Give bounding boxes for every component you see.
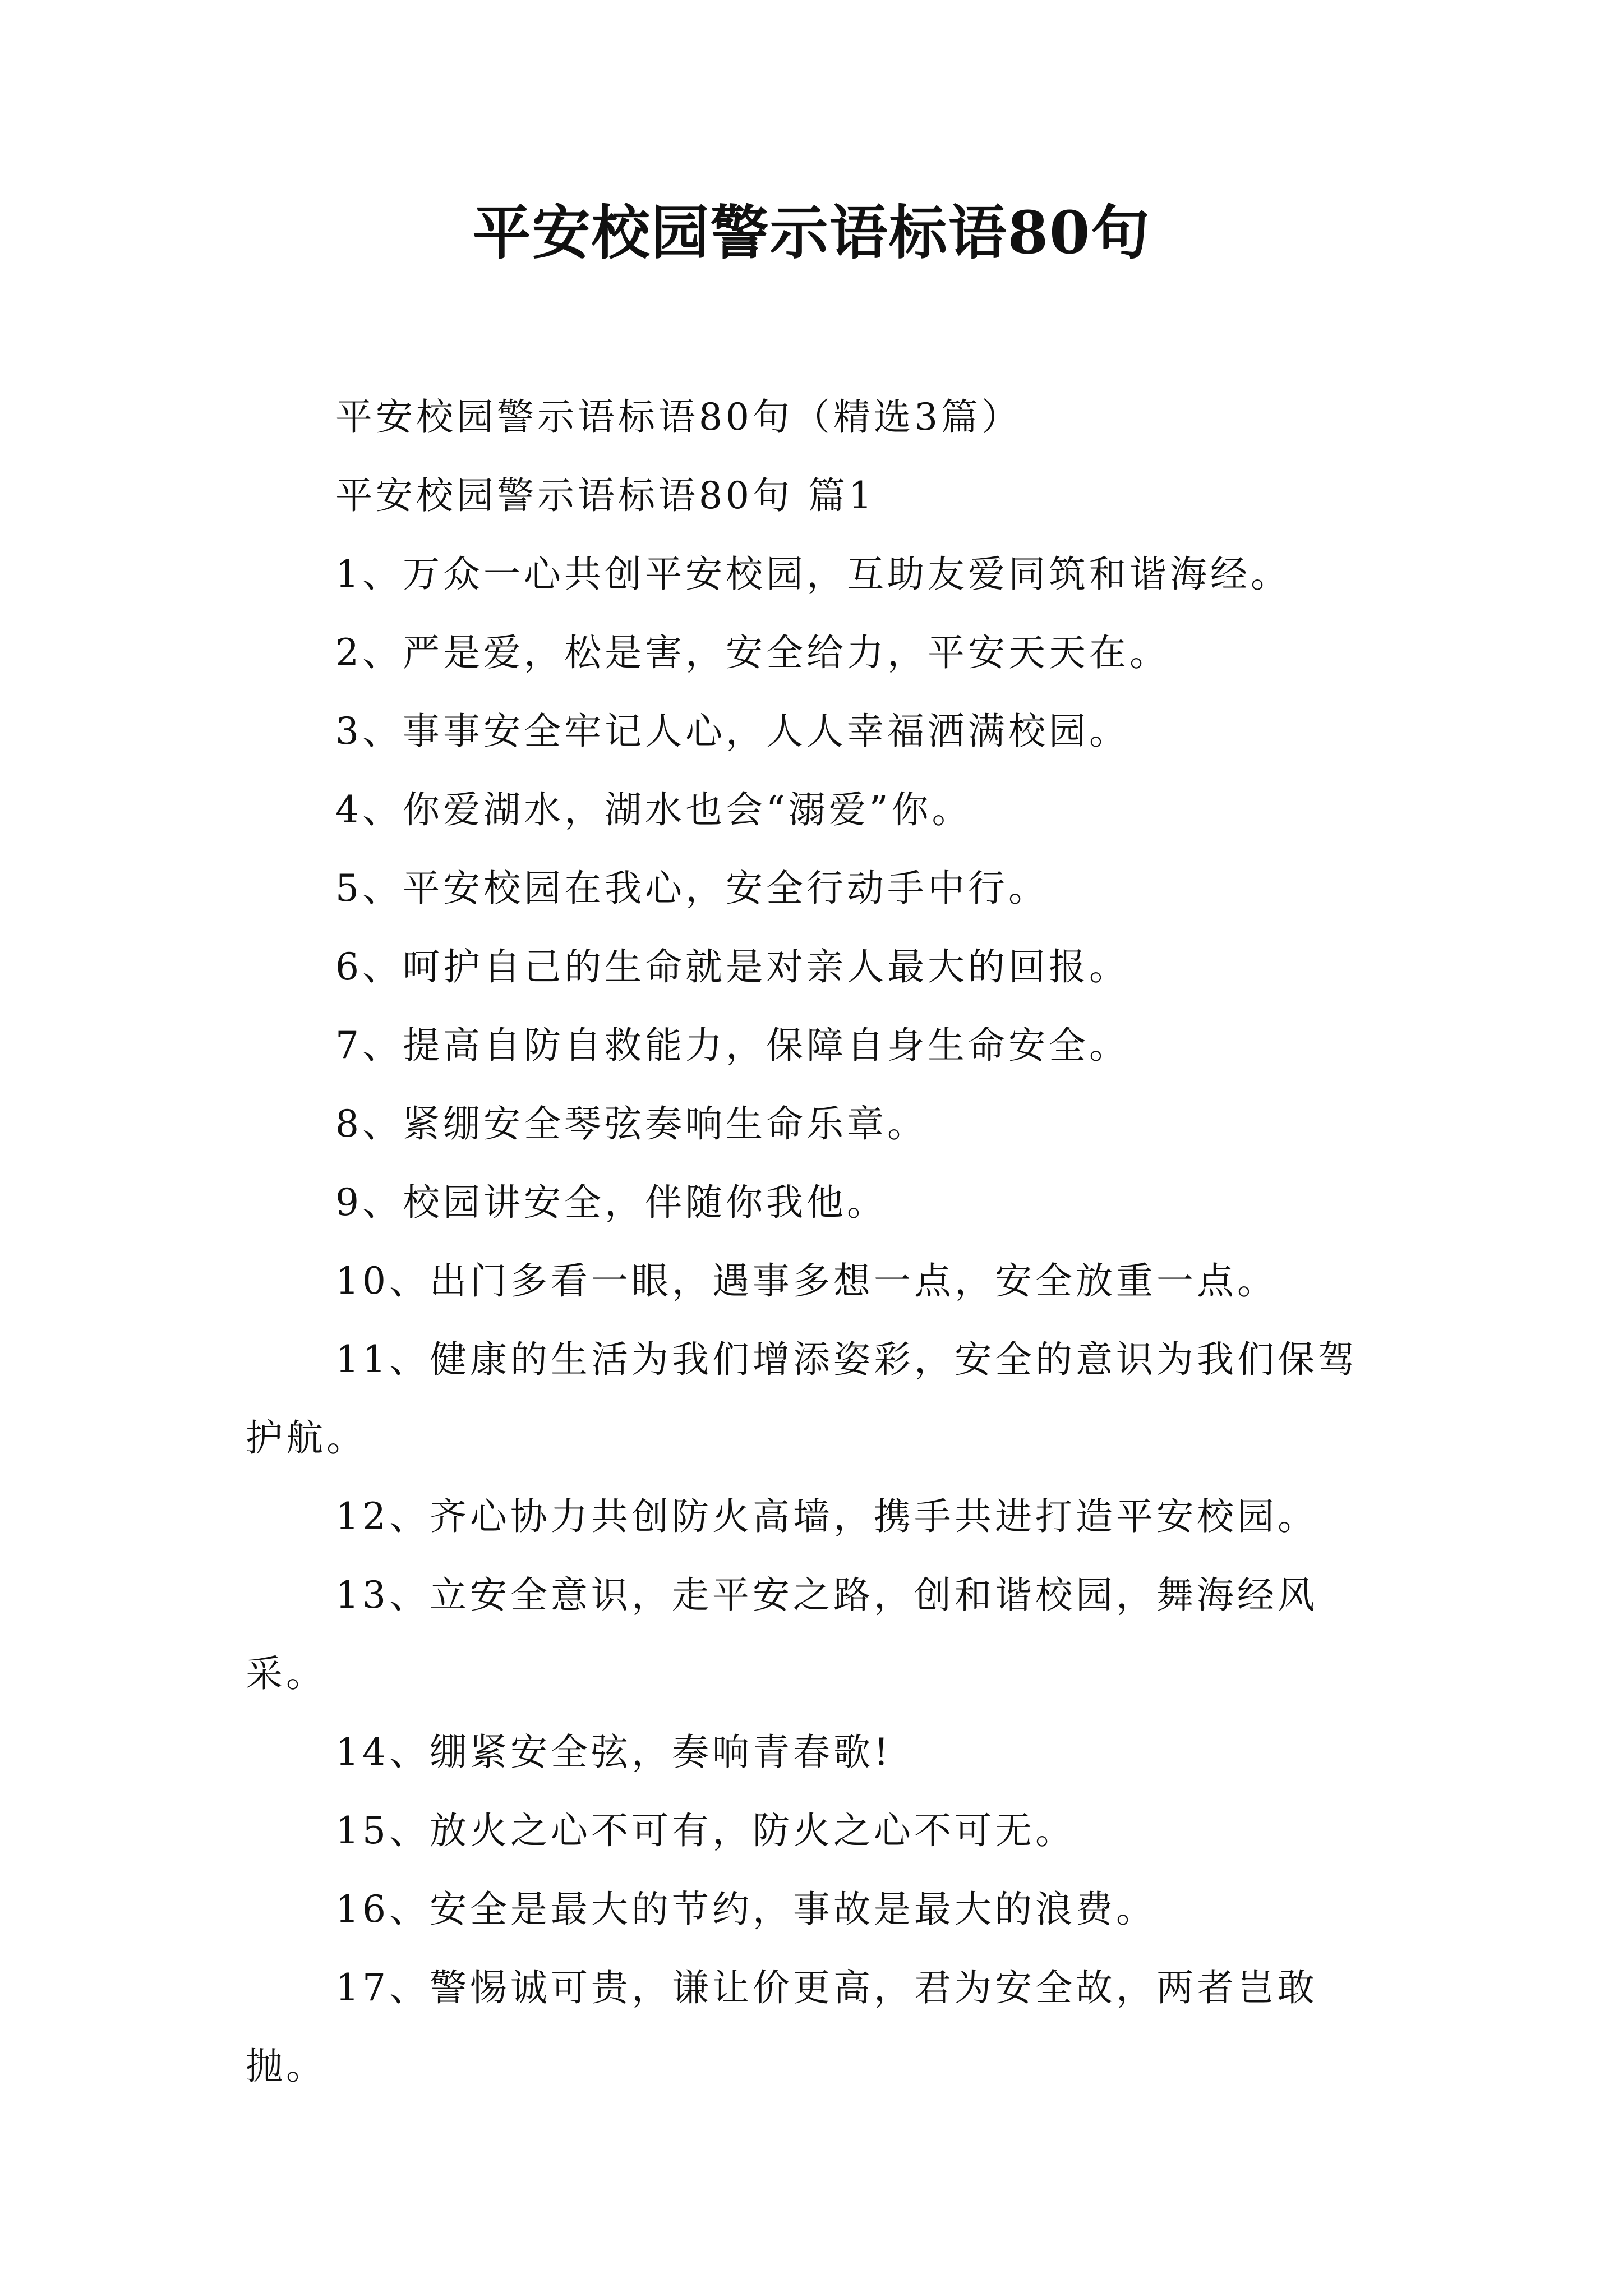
paragraph-item: 14、绷紧安全弦，奏响青春歌!: [335, 1731, 892, 1774]
paragraph-item: 16、安全是最大的节约，事故是最大的浪费。: [335, 1888, 1156, 1931]
document-title: 平安校园警示语标语80句: [472, 198, 1151, 267]
paragraph-item: 2、严是爱，松是害，安全给力，平安天天在。: [335, 631, 1170, 674]
paragraph-item: 5、平安校园在我心，安全行动手中行。: [335, 867, 1049, 910]
paragraph-item: 17、警惕诚可贵，谦让价更高，君为安全故，两者岂敢抛。: [246, 1966, 1318, 2088]
paragraph-item: 3、事事安全牢记人心，人人幸福洒满校园。: [335, 710, 1129, 753]
paragraph-item: 13、立安全意识，走平安之路，创和谐校园，舞海经风采。: [246, 1573, 1318, 1695]
paragraph-item: 4、你爱湖水，湖水也会“溺爱”你。: [335, 788, 972, 831]
paragraph-item: 9、校园讲安全，伴随你我他。: [335, 1181, 887, 1224]
paragraph-item: 6、呵护自己的生命就是对亲人最大的回报。: [335, 945, 1129, 988]
paragraph-item: 1、万众一心共创平安校园，互助友爱同筑和谐海经。: [335, 553, 1291, 596]
paragraph-item: 10、出门多看一眼，遇事多想一点，安全放重一点。: [335, 1259, 1278, 1303]
paragraph-item: 7、提高自防自救能力，保障自身生命安全。: [335, 1024, 1129, 1067]
document-body: [246, 378, 1390, 2106]
paragraph-section-title: 平安校园警示语标语80句 篇1: [335, 474, 875, 517]
paragraph-item: 8、紧绷安全琴弦奏响生命乐章。: [335, 1102, 928, 1145]
paragraph-item: 11、健康的生活为我们增添姿彩，安全的意识为我们保驾护航。: [246, 1338, 1358, 1460]
paragraph-item: 12、齐心协力共创防火高墙，携手共进打造平安校园。: [335, 1495, 1318, 1538]
paragraph-heading: 平安校园警示语标语80句（精选3篇）: [335, 395, 1022, 439]
paragraph-item: 15、放火之心不可有，防火之心不可无。: [335, 1809, 1076, 1852]
